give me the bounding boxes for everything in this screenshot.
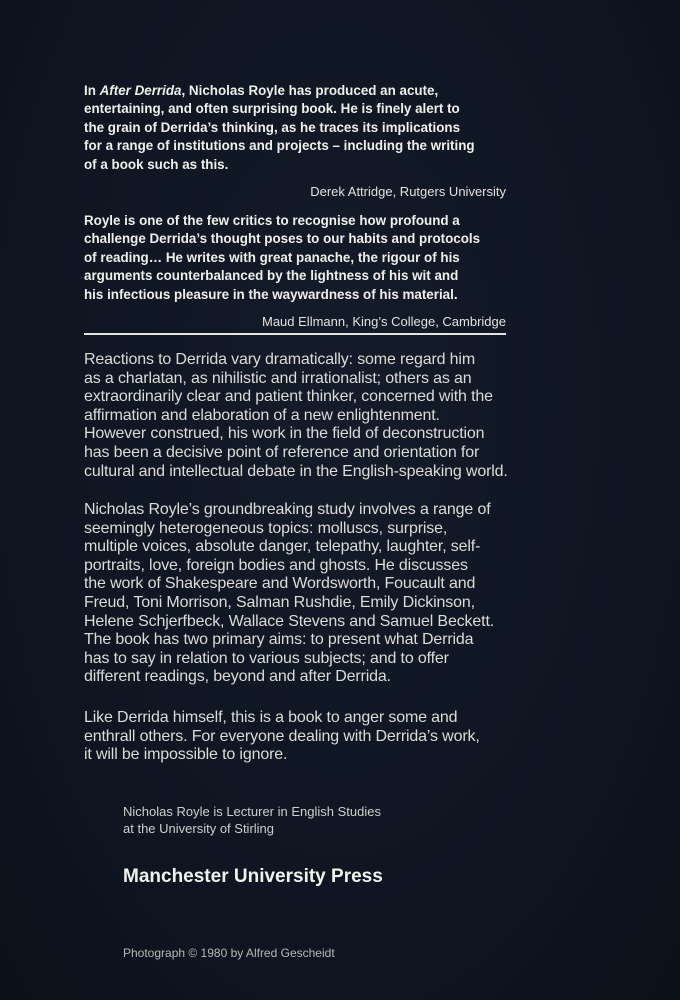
review-intro: In bbox=[84, 83, 100, 98]
blurb-line: different readings, beyond and after Derrida. bbox=[84, 668, 391, 686]
author-bio bbox=[123, 803, 543, 837]
review-line: his infectious pleasure in the waywardness of his material. bbox=[84, 286, 458, 302]
blurb-line: cultural and intellectual debate in the English-speaking world. bbox=[84, 462, 508, 480]
blurb-line: Helene Schjerfbeck, Wallace Stevens and Samuel Beckett. bbox=[84, 612, 495, 630]
photo-credit: Photograph © 1980 by Alfred Gescheidt bbox=[123, 946, 335, 960]
review-line bbox=[84, 82, 506, 100]
review-attribution: Derek Attridge, Rutgers University bbox=[310, 184, 506, 200]
blurb-line: enthrall others. For everyone dealing with Derrida’s work, bbox=[84, 727, 480, 745]
blurb-line: Reactions to Derrida vary dramatically: some regard him bbox=[84, 351, 476, 368]
review-line: arguments counterbalanced by the lightness of his wit and bbox=[84, 268, 459, 284]
blurb-line: affirmation and elaboration of a new enlightenment. bbox=[84, 406, 440, 424]
blurb-line: has to say in relation to various subjects; and to offer bbox=[84, 649, 449, 667]
blurb-line: portraits, love, foreign bodies and ghosts. He discusses bbox=[84, 556, 468, 574]
review-intro-rest: , Nicholas Royle has produced an acute, bbox=[181, 83, 439, 98]
blurb-line: seemingly heterogeneous topics: molluscs, surprise, bbox=[84, 519, 448, 537]
author-bio-line: Nicholas Royle is Lecturer in English Studies bbox=[123, 804, 381, 819]
blurb-line: Like Derrida himself, this is a book to anger some and bbox=[84, 709, 458, 726]
blurb-paragraph-2 bbox=[84, 501, 524, 687]
review-line: entertaining, and often surprising book. He is finely alert to bbox=[84, 101, 460, 117]
review-line: for a range of institutions and projects – including the writing bbox=[84, 138, 475, 154]
review-quote-ellmann bbox=[84, 212, 506, 331]
book-title: After Derrida bbox=[99, 83, 182, 98]
review-line: the grain of Derrida’s thinking, as he traces its implications bbox=[84, 119, 461, 135]
blurb-line: extraordinarily clear and patient thinker, concerned with the bbox=[84, 388, 493, 406]
blurb-paragraph-3 bbox=[84, 709, 524, 765]
blurb-line: Nicholas Royle’s groundbreaking study involves a range of bbox=[84, 501, 491, 518]
divider-rule bbox=[84, 333, 506, 335]
review-line: Royle is one of the few critics to recognise how profound a bbox=[84, 213, 460, 228]
blurb-line: The book has two primary aims: to present what Derrida bbox=[84, 631, 474, 649]
author-bio-line: at the University of Stirling bbox=[123, 821, 275, 836]
review-line: of reading… He writes with great panache, the rigour of his bbox=[84, 249, 460, 265]
review-quote-attridge bbox=[84, 82, 506, 201]
blurb-line: However construed, his work in the field of deconstruction bbox=[84, 425, 485, 443]
review-line: challenge Derrida’s thought poses to our habits and protocols bbox=[84, 231, 481, 247]
blurb-line: the work of Shakespeare and Wordsworth, Foucault and bbox=[84, 575, 476, 593]
blurb-line: Freud, Toni Morrison, Salman Rushdie, Emily Dickinson, bbox=[84, 593, 475, 611]
publisher-name: Manchester University Press bbox=[123, 866, 383, 887]
review-line: of a book such as this. bbox=[84, 156, 229, 172]
blurb-line: as a charlatan, as nihilistic and irrationalist; others as an bbox=[84, 369, 472, 387]
review-attribution: Maud Ellmann, King’s College, Cambridge bbox=[262, 314, 506, 330]
blurb-line: has been a decisive point of reference and orientation for bbox=[84, 443, 480, 461]
blurb-paragraph-1 bbox=[84, 351, 524, 481]
blurb-line: it will be impossible to ignore. bbox=[84, 746, 288, 764]
blurb-line: multiple voices, absolute danger, telepathy, laughter, self- bbox=[84, 538, 481, 556]
